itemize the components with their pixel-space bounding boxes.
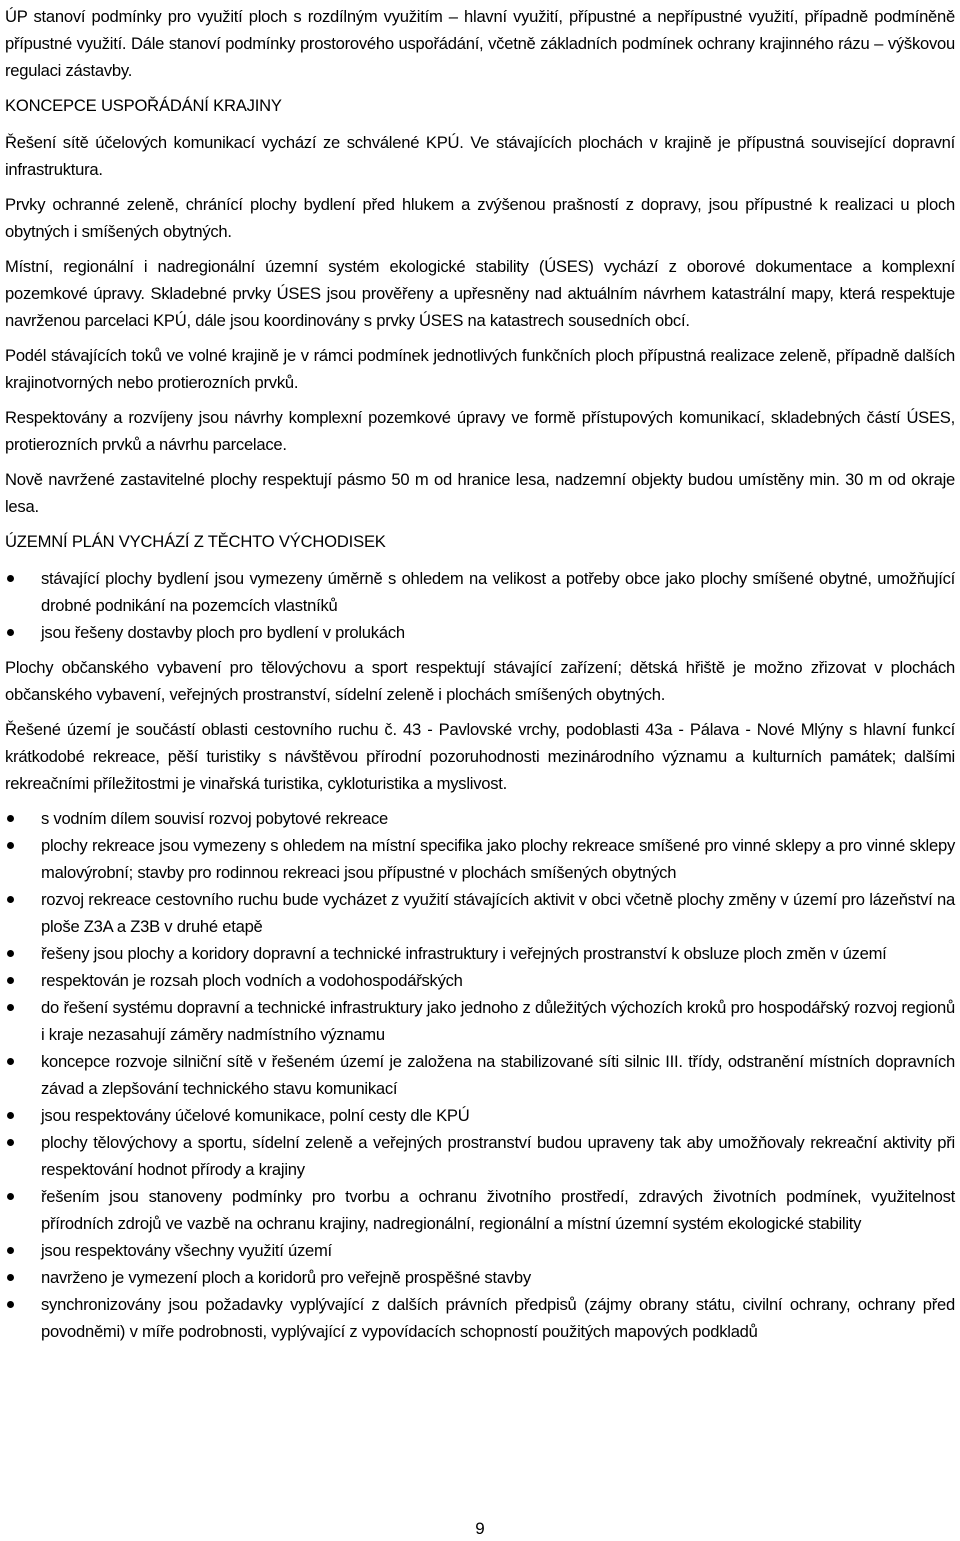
paragraph-les: Nově navržené zastavitelné plochy respektují pásmo 50 m od hranice lesa, nadzemní objekty budou umístěny min. 30 m od okraje lesa. [5, 470, 955, 516]
list-item: s vodním dílem souvisí rozvoj pobytové rekreace [5, 805, 955, 832]
paragraph-obcanske-vybaveni: Plochy občanského vybavení pro tělovýchovu a sport respektují stávající zařízení; dětská hřiště je možno zřizovat v plochách občanského vybavení, veřejných prostranství, sídelní zeleně i plochách smíšených obytných. [5, 658, 955, 704]
section-heading-krajina: KONCEPCE USPOŘÁDÁNÍ KRAJINY [5, 96, 282, 115]
paragraph-cestovni-ruch: Řešené území je součástí oblasti cestovního ruchu č. 43 - Pavlovské vrchy, podoblasti 43a - Pálava - Nové Mlýny s hlavní funkcí krátkodobé rekreace, pěší turistiky s návštěvou přírodní pozoruhodnosti mezinárodního významu a kulturních památek; dalšími rekreačními příležitostmi je vinařská turistika, cykloturistika a myslivost. [5, 720, 955, 793]
section-heading-vychodiska: ÚZEMNÍ PLÁN VYCHÁZÍ Z TĚCHTO VÝCHODISEK [5, 532, 386, 551]
list-item: jsou respektovány všechny využití území [5, 1237, 955, 1264]
bullet-list-bydleni [5, 565, 955, 646]
intro-paragraph: ÚP stanoví podmínky pro využití ploch s rozdílným využitím – hlavní využití, přípustné a nepřípustné využití, případně podmíněně přípustné využití. Dále stanoví podmínky prostorového uspořádání, včetně základních podmínek ochrany krajinného rázu – výškovou regulaci zástavby. [5, 7, 955, 80]
list-item: jsou řešeny dostavby ploch pro bydlení v prolukách [5, 619, 955, 646]
list-item: jsou respektovány účelové komunikace, polní cesty dle KPÚ [5, 1102, 955, 1129]
paragraph-kpu: Respektovány a rozvíjeny jsou návrhy komplexní pozemkové úpravy ve formě přístupových komunikací, skladebných částí ÚSES, protierozních prvků a návrhu parcelace. [5, 408, 955, 454]
paragraph-ucelove-komunikace: Řešení sítě účelových komunikací vychází ze schválené KPÚ. Ve stávajících plochách v krajině je přípustná související dopravní infrastruktura. [5, 133, 955, 179]
list-item: řešeny jsou plochy a koridory dopravní a technické infrastruktury i veřejných prostranství k obsluze ploch změn v území [5, 940, 955, 967]
paragraph-toky: Podél stávajících toků ve volné krajině je v rámci podmínek jednotlivých funkčních ploch přípustná realizace zeleně, případně dalších krajinotvorných nebo protierozních prvků. [5, 346, 955, 392]
list-item: rozvoj rekreace cestovního ruchu bude vycházet z využití stávajících aktivit v obci včetně plochy změny v území pro lázeňství na ploše Z3A a Z3B v druhé etapě [5, 886, 955, 940]
list-item: respektován je rozsah ploch vodních a vodohospodářských [5, 967, 955, 994]
document-page [5, 0, 955, 1353]
list-item: synchronizovány jsou požadavky vyplývající z dalších právních předpisů (zájmy obrany státu, civilní ochrany, ochrany před povodněmi) v míře podrobnosti, vyplývající z vypovídacích schopností použitých mapových podkladů [5, 1291, 955, 1345]
list-item: navrženo je vymezení ploch a koridorů pro veřejně prospěšné stavby [5, 1264, 955, 1291]
list-item: do řešení systému dopravní a technické infrastruktury jako jednoho z důležitých výchozích kroků pro hospodářský rozvoj regionů i kraje nezasahují záměry nadmístního významu [5, 994, 955, 1048]
bullet-list-rekreace [5, 805, 955, 1345]
list-item: koncepce rozvoje silniční sítě v řešeném území je založena na stabilizované síti silnic III. třídy, odstranění místních dopravních závad a zlepšování technického stavu komunikací [5, 1048, 955, 1102]
list-item: řešením jsou stanoveny podmínky pro tvorbu a ochranu životního prostředí, zdravých životních podmínek, využitelnost přírodních zdrojů ve vazbě na ochranu krajiny, nadregionální, regionální a místní územní systém ekologické stability [5, 1183, 955, 1237]
list-item: plochy rekreace jsou vymezeny s ohledem na místní specifika jako plochy rekreace smíšené pro vinné sklepy a pro vinné sklepy malovýrobní; stavby pro rodinnou rekreaci jsou přípustné v plochách smíšených obytných [5, 832, 955, 886]
list-item: plochy tělovýchovy a sportu, sídelní zeleně a veřejných prostranství budou upraveny tak aby umožňovaly rekreační aktivity při respektování hodnot přírody a krajiny [5, 1129, 955, 1183]
list-item: stávající plochy bydlení jsou vymezeny úměrně s ohledem na velikost a potřeby obce jako plochy smíšené obytné, umožňující drobné podnikání na pozemcích vlastníků [5, 565, 955, 619]
paragraph-ochranna-zelen: Prvky ochranné zeleně, chránící plochy bydlení před hlukem a zvýšenou prašností z dopravy, jsou přípustné k realizaci u ploch obytných i smíšených obytných. [5, 195, 955, 241]
page-number: 9 [475, 1519, 485, 1538]
paragraph-uses: Místní, regionální i nadregionální územní systém ekologické stability (ÚSES) vychází z oborové dokumentace a komplexní pozemkové úpravy. Skladebné prvky ÚSES jsou prověřeny a upřesněny nad aktuálním návrhem katastrální mapy, která respektuje navrženou parcelaci KPÚ, dále jsou koordinovány s prvky ÚSES na katastrech sousedních obcí. [5, 257, 955, 330]
